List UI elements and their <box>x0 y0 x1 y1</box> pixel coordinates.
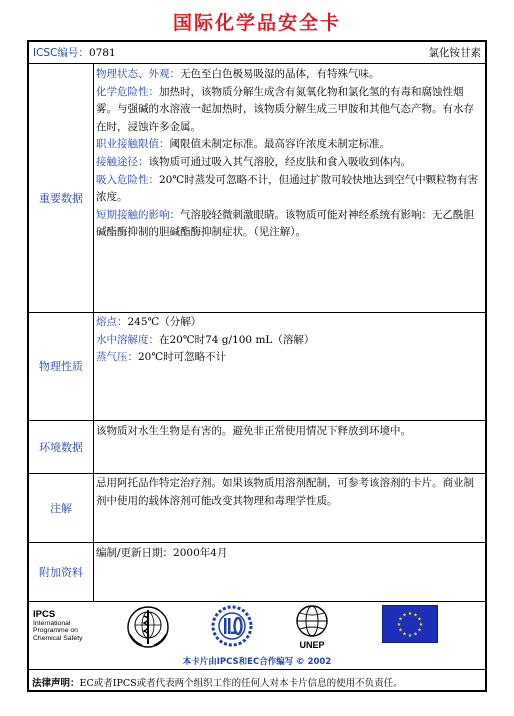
item-key: 熔点： <box>96 316 128 328</box>
eu-star-icon: ★ <box>417 616 422 623</box>
important-item <box>96 154 482 172</box>
physical-item <box>96 332 482 350</box>
ipcs-line: International <box>33 620 71 627</box>
section-important-content <box>96 66 482 242</box>
eu-star-icon: ★ <box>398 627 403 634</box>
divider <box>29 420 485 421</box>
divider <box>29 63 485 64</box>
item-value: 20℃时可忽略不计 <box>138 351 227 364</box>
section-physical-content <box>96 314 482 367</box>
divider <box>93 64 94 601</box>
item-value: 245℃（分解） <box>127 316 202 328</box>
eu-flag-icon <box>382 605 438 643</box>
ipcs-line: Chemical Safety <box>33 634 83 642</box>
divider <box>29 542 485 543</box>
physical-item <box>96 349 482 367</box>
important-item <box>96 84 482 137</box>
section-label-environment: 环境数据 <box>39 441 83 454</box>
credit-line: 本卡片由IPCS和EC合作编写 © 2002 <box>182 657 332 667</box>
item-value: 在20℃时74 g/100 mL（溶解） <box>159 333 315 346</box>
eu-star-icon: ★ <box>402 631 407 638</box>
unep-logo-icon <box>291 604 333 650</box>
section-label-important: 重要数据 <box>39 192 83 205</box>
ilo-logo-icon <box>207 604 257 650</box>
eu-star-icon: ★ <box>413 631 418 638</box>
important-item <box>96 207 482 242</box>
divider <box>29 669 485 670</box>
safety-card <box>27 40 487 692</box>
item-key: 短期接触的影响： <box>96 208 180 221</box>
eu-star-icon: ★ <box>417 627 422 634</box>
eu-star-icon: ★ <box>407 632 413 639</box>
item-key: 蒸气压： <box>96 351 138 364</box>
section-label-notes: 注解 <box>50 502 72 515</box>
icsc-number-label: ICSC编号： <box>33 47 89 59</box>
item-value: 气溶胶轻微刺激眼睛。该物质可能对神经系统有影响：无乙酰胆碱酯酶抑制的胆碱酯酶抑制症状。（见注解）。 <box>96 208 474 239</box>
item-value: 无色至白色极易吸湿的晶体，有特殊气味。 <box>180 68 380 80</box>
legal-notice <box>32 675 482 689</box>
important-item <box>96 172 482 207</box>
item-value: 该物质可通过吸入其气溶胶，经皮肤和食入吸收到体内。 <box>148 155 411 168</box>
section-environment-text: 该物质对水生生物是有害的。避免非正常使用情况下释放到环境中。 <box>96 425 411 437</box>
item-value: 20℃时蒸发可忽略不计，但通过扩散可较快地达到空气中颗粒物有害浓度。 <box>96 173 479 204</box>
ipcs-title: IPCS <box>33 609 56 620</box>
eu-star-icon: ★ <box>402 612 407 619</box>
item-key: 水中溶解度： <box>96 333 159 346</box>
legal-label: 法律声明： <box>32 678 80 689</box>
section-additional-text: 编制/更新日期：2000年4月 <box>96 547 228 559</box>
legal-text: EC或者IPCS或者代表两个组织工作的任何人对本卡片信息的使用不负责任。 <box>79 678 403 689</box>
item-key: 吸入危险性： <box>96 173 159 186</box>
item-key: 职业接触限值： <box>96 138 170 151</box>
eu-star-icon: ★ <box>398 616 403 623</box>
item-value: 加热时，该物质分解生成含有氮氧化物和氯化氢的有毒和腐蚀性烟雾。与强碱的水溶液一起加热时，该物质分解生成三甲胺和其他气态产物。有水存在时，浸蚀许多金属。 <box>96 85 474 133</box>
card-title: 国际化学品安全卡 <box>172 12 341 34</box>
divider <box>29 473 485 474</box>
divider <box>29 601 485 602</box>
item-key: 化学危险性： <box>96 85 159 98</box>
eu-star-icon: ★ <box>396 621 402 628</box>
item-key: 接触途径： <box>96 155 149 168</box>
icsc-number-value: 0781 <box>88 47 116 59</box>
ipcs-logo-text <box>33 609 83 642</box>
item-key: 物理状态、外观： <box>96 68 180 80</box>
who-logo-icon <box>125 604 171 650</box>
eu-star-icon: ★ <box>407 610 413 617</box>
important-item <box>96 66 482 84</box>
section-label-physical: 物理性质 <box>39 360 83 373</box>
divider <box>29 312 485 313</box>
physical-item <box>96 314 482 332</box>
section-notes-text: 忌用阿托品作特定治疗剂。如果该物质用溶剂配制，可参考该溶剂的卡片。商业制剂中使用的载体溶剂可能改变其物理和毒理学性质。 <box>96 477 474 507</box>
ipcs-line: Programme on <box>33 627 78 635</box>
eu-star-icon: ★ <box>413 612 418 619</box>
item-value: 阈限值未制定标准。最高容许浓度未制定标准。 <box>169 138 390 151</box>
chemical-name: 氯化铵甘素 <box>428 47 481 59</box>
unep-label: UNEP <box>299 640 325 650</box>
section-label-additional: 附加资料 <box>39 566 83 579</box>
important-item <box>96 136 482 154</box>
eu-star-icon: ★ <box>418 621 424 628</box>
icsc-number <box>33 45 116 60</box>
